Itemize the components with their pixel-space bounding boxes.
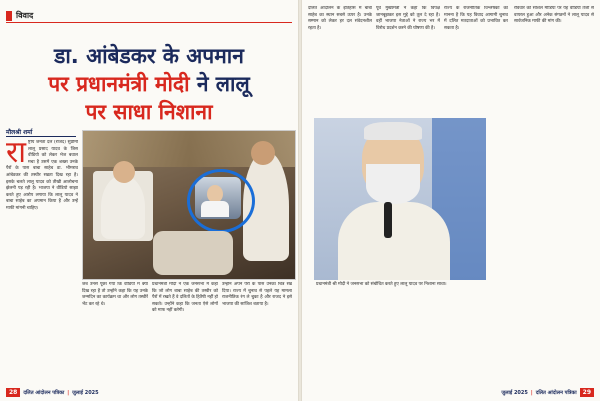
footer-right — [501, 388, 594, 397]
byline: मौलश्री शर्मा — [6, 129, 33, 136]
headline-line-2 — [8, 70, 290, 98]
person-seated — [101, 175, 145, 239]
headline-line-2-blue: ने लालू — [196, 72, 250, 96]
footer-date-right: जुलाई 2025 — [501, 389, 528, 396]
highlight-circle — [187, 169, 255, 233]
section-tag — [6, 10, 33, 21]
article-column-3: प्रधानमंत्री मोदी ने एक जनसभा में कहा कि जो लोग बाबा साहेब की तस्वीर को पैरों में रखते हैं वे दलितों के हितैषी नहीं हो सकते। उन्होंने कहा कि जनता ऐसे लोगों को माफ नहीं करेगी। — [152, 282, 218, 314]
column-1-text: ष्ट्रीय जनता दल (राजद) सुप्रीमो लालू प्रसाद यादव के जिस वीडियो को लेकर भेज बवाल मचा है उसमें एक शख्स उनके पैरों के पास बाबा साहेब डा. भीमराव आंबेडकर की तस्वीर रखता दिख रहा है। इसके चलते लालू यादव को तीखी आलोचना झेलनी पड़ रही है। भाजपा ने वीडियो साझा करते हुए आरोप लगाया कि लालू यादव ने बाबा साहेब का अपमान किया है और उन्हें माफी मांगनी चाहिए। — [6, 140, 78, 211]
headline-line-1: डा. आंबेडकर के अपमान — [54, 44, 244, 68]
floor-table — [153, 231, 233, 275]
right-column-3: राज्य के राजनीतिक विश्लेषकों का मानना है कि यह विवाद आगामी चुनाव में दलित मतदाताओं को प्रभावित कर सकता है। — [444, 6, 508, 31]
right-column-2: पूर्व मुख्यमंत्री ने कहा कि विपक्ष जानबूझकर इस मुद्दे को तूल दे रहा है। वहीं भाजपा नेताओं ने राज्य भर में विरोध प्रदर्शन करने की घोषणा की है। — [376, 6, 440, 31]
headline-line-2-red: पर प्रधानमंत्री मोदी — [48, 72, 190, 96]
article-column-1 — [6, 140, 78, 382]
person-head — [113, 161, 135, 183]
footer-separator: | — [67, 389, 70, 396]
footer-title-left: दलित आंदोलन पत्रिका — [23, 389, 65, 396]
modi-speech-photo — [314, 118, 486, 280]
left-page — [0, 0, 298, 401]
modi-hair — [364, 122, 422, 140]
footer-date-left: जुलाई 2025 — [72, 389, 99, 396]
headline — [8, 42, 290, 126]
right-column-1: दलित आंदोलन के इतिहास में बाबा साहेब का स्थान सबसे ऊपर है। उनके सम्मान को लेकर हर दल संवेदनशील रहता है। — [308, 6, 372, 31]
standing-person-head — [251, 141, 275, 165]
section-rule — [6, 22, 292, 23]
page-number-left: 28 — [6, 388, 20, 397]
headline-line-3: पर साधा निशाना — [85, 100, 213, 124]
footer-left — [6, 388, 99, 397]
footer-title-right: दलित आंदोलन पत्रिका — [535, 389, 577, 396]
drop-cap: रा — [6, 140, 27, 170]
lalu-birthday-photo — [82, 130, 296, 280]
article-column-2: जब उनसे पूछा गया कि वीडियो में क्या दिख रहा है तो उन्होंने कहा कि यह उनके जन्मदिन का कार्यक्रम था और लोग तस्वीरें भेंट कर रहे थे। — [82, 282, 148, 307]
modi-beard — [366, 164, 420, 204]
section-label: विवाद — [16, 11, 34, 20]
section-marker — [6, 11, 12, 21]
microphone — [384, 202, 392, 238]
right-page — [302, 0, 600, 401]
right-column-4: रविवार को सोशल मीडिया पर यह वीडियो तेजी से वायरल हुआ और अनेक संगठनों ने लालू यादव से सार्वजनिक माफी की मांग की। — [514, 6, 594, 25]
footer-separator-right: | — [530, 389, 533, 396]
modi-kurta — [338, 202, 450, 280]
photo-caption: प्रधानमंत्री श्री मोदी ने जनसभा को संबोधित करते हुए लालू यादव पर निशाना साधा। — [316, 282, 447, 287]
article-column-4: उन्होंने अपने पैरों के पास उनका चित्र रख दिया। राज्य में चुनाव से पहले यह मामला राजनीतिक रंग ले चुका है और राजद ने इसे भाजपा की साजिश बताया है। — [222, 282, 292, 307]
byline-rule — [6, 136, 76, 137]
page-number-right: 29 — [580, 388, 594, 397]
